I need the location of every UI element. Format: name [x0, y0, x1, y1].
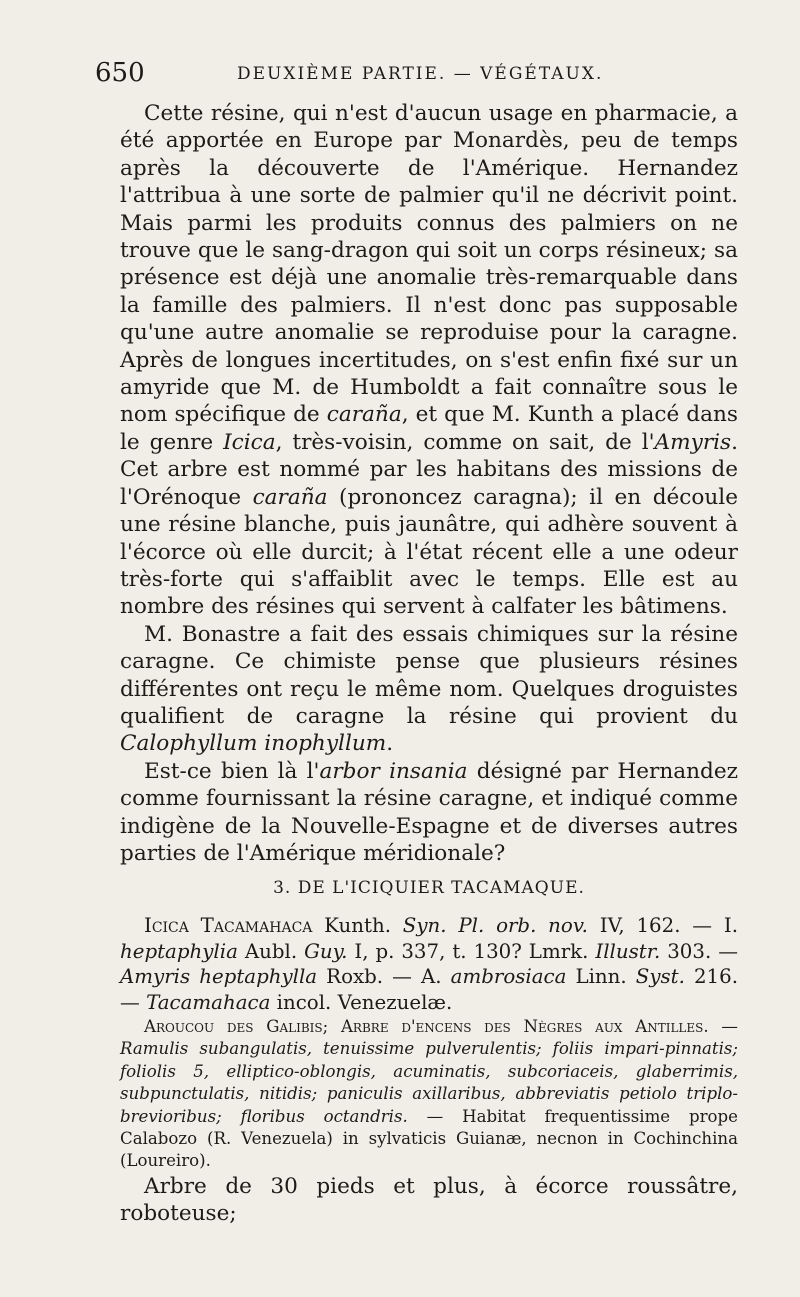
text-run: Aubl. — [237, 939, 305, 963]
paragraph-arbor-insania — [120, 758, 738, 868]
italic-term: ambrosiaca — [450, 965, 567, 989]
italic-term: Amyris heptaphylla — [120, 965, 318, 989]
latin-description — [120, 1016, 738, 1173]
italic-term: Icica — [223, 429, 276, 455]
text-run: , et que M. Kunth a placé dans le genre — [120, 402, 738, 455]
paragraph-bonastre — [120, 621, 738, 758]
text-run: Kunth. — [312, 913, 403, 937]
text-run: . — [386, 731, 394, 757]
text-run: incol. Venezuelæ. — [270, 991, 453, 1015]
text-run: Cette résine, qui n'est d'aucun usage en pharmacie, a été apportée en Europe par Monardès, peu de temps après la découverte de l'Amérique. Hernandez l'attribua à une sorte de palmier qu'il ne décrivit point. Mais parmi les produits connus des palmiers on ne trouve que le sang-dragon qui soit un corps résineux; sa présence est déjà une anomalie très-remarquable dans la famille des palmiers. Il n'est donc pas supposable qu'une autre anomalie se reproduise pour la caragne. Après de longues incertitudes, on s'est enfin fixé sur un amyride que M. de Humboldt a fait connaître sous le nom spécifique de — [120, 101, 738, 428]
section-heading: 3. DE L'ICIQUIER TACAMAQUE. — [273, 878, 585, 899]
body-text — [120, 100, 738, 1228]
text-run: Roxb. — A. — [317, 965, 451, 989]
italic-term: Illustr. — [595, 939, 661, 963]
text-run: . Cet arbre est nommé par les habitans des missions de l'Orénoque — [120, 429, 739, 510]
text-run: 303. — — [660, 939, 738, 963]
habitat-text: — Habitat frequentissime prope Calabozo (R. Venezuela) in sylvaticis Guianæ, necnon in Cochinchina (Loureiro). — [120, 1106, 738, 1171]
species-name: Icica Tacamahaca — [144, 913, 313, 937]
latin-diagnosis: Ramulis subangulatis, tenuissime pulverulentis; foliis impari-pinnatis; foliolis 5, elliptico-oblongis, acuminatis, subcoriaceis, glaberrimis, subpunctulatis, nitidis; paniculis axillaribus, abbreviatis petiolo triplo-brevioribus; floribus octandris. — [120, 1039, 738, 1126]
italic-term: caraña — [326, 402, 402, 428]
text-run: , très-voisin, comme on sait, de l' — [275, 429, 655, 455]
italic-term: Syn. Pl. orb. nov. — [402, 913, 588, 937]
page-header — [95, 58, 735, 92]
paragraph-caragne-origin — [120, 100, 738, 621]
text-run: I, p. 337, t. 130? Lmrk. — [347, 939, 596, 963]
description-start: Arbre de 30 pieds et plus, à écorce roussâtre, roboteuse; — [120, 1173, 738, 1227]
text-run: (prononcez caragna); il en découle une résine blanche, puis jaunâtre, qui adhère souvent à l'écorce où elle durcit; à l'état récent elle a une odeur très-forte qui s'affaiblit avec le temps. Elle est au nombre des résines qui servent à calfater les bâtimens. — [120, 484, 738, 620]
text-run: IV, 162. — I. — [587, 913, 738, 937]
italic-term: Calophyllum inophyllum — [120, 731, 387, 757]
italic-term: Tacamahaca — [146, 991, 271, 1015]
text-run: 216. — — [120, 965, 739, 1015]
italic-term: Amyris — [654, 429, 732, 455]
text-run: — — [708, 1016, 738, 1036]
text-run: désigné par Hernandez comme fournissant la résine caragne, et indiqué comme indigène de la Nouvelle-Espagne et de diverses autres parties de l'Amérique méridionale? — [120, 758, 738, 866]
text-run: Est-ce bien là l' — [144, 758, 320, 784]
italic-term: caraña — [252, 484, 328, 510]
italic-term: heptaphylia — [120, 939, 238, 963]
running-title: DEUXIÈME PARTIE. — VÉGÉTAUX. — [237, 64, 604, 84]
synonymy-entry — [120, 913, 738, 1016]
vernacular-names: Aroucou des Galibis; Arbre d'encens des Nègres aux Antilles. — [144, 1016, 709, 1036]
italic-term: Syst. — [635, 965, 685, 989]
italic-term: Guy. — [304, 939, 348, 963]
italic-term: arbor insania — [319, 758, 468, 784]
text-run: M. Bonastre a fait des essais chimiques sur la résine caragne. Ce chimiste pense que plusieurs résines différentes ont reçu le même nom. Quelques droguistes qualifient de caragne la résine qui provient du — [120, 621, 738, 729]
page-number: 650 — [95, 58, 145, 88]
text-run: Linn. — [566, 965, 636, 989]
